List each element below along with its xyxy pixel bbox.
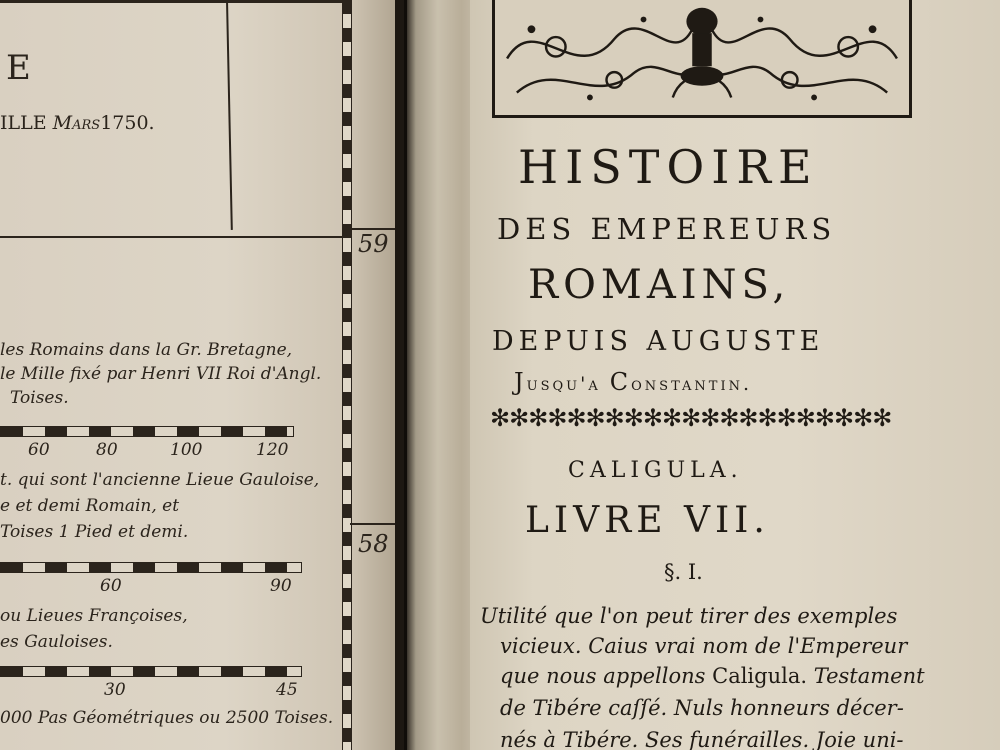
scale-caption: les Romains dans la Gr. Bretagne, [0, 340, 293, 360]
title-line-2: DES EMPEREURS [497, 212, 837, 246]
body-line: de Tibére caſſé. Nuls honneurs décer- [500, 696, 904, 720]
scale-caption: le Mille fixé par Henri VII Roi d'Angl. [0, 364, 322, 384]
scale-number: 90 [270, 576, 292, 596]
scale-number: 60 [100, 576, 122, 596]
body-line: vicieux. Caius vrai nom de l'Empereur [500, 634, 908, 658]
scale-caption: es Gauloises. [0, 632, 113, 652]
ornament-icon [495, 0, 909, 115]
title-line-4: DEPUIS AUGUSTE [492, 326, 825, 357]
scale-caption: 000 Pas Géométriques ou 2500 Toises. [0, 708, 334, 728]
scale-caption: ou Lieues Françoises, [0, 606, 188, 626]
book-heading: LIVRE VII. [525, 500, 770, 541]
map-grid-line [0, 236, 350, 238]
degree-label: 59 [358, 230, 389, 258]
title-line-1: HISTOIRE [518, 140, 819, 194]
scale-number: 30 [104, 680, 126, 700]
scale-number: 80 [96, 440, 118, 460]
map-date-line: ILLE Mars1750. [0, 112, 155, 134]
body-line: nés à Tibére. Ses funérailles. Joie uni- [500, 728, 904, 750]
scale-bar [0, 562, 302, 573]
scale-caption: t. qui sont l'ancienne Lieue Gauloise, [0, 470, 320, 490]
map-title-fragment: E [6, 48, 33, 88]
scale-number: 60 [28, 440, 50, 460]
title-line-3: ROMAINS, [528, 262, 791, 308]
scale-number: 45 [276, 680, 298, 700]
scale-bar [0, 666, 302, 677]
title-line-5: Jusqu'a Constantin. [514, 368, 753, 396]
scale-number: 100 [170, 440, 203, 460]
scale-bar [0, 426, 294, 437]
scale-number: 120 [256, 440, 289, 460]
body-line: que nous appellons Caligula. Testament [500, 664, 925, 688]
body-line: Utilité que l'on peut tirer des exemples [480, 604, 898, 628]
star-separator: ✻✻✻✻✻✻✻✻✻✻✻✻✻✻✻✻✻✻✻✻✻ [490, 404, 892, 432]
map-grid-line [350, 523, 395, 525]
section-heading: §. I. [664, 560, 703, 584]
map-grid-line [0, 0, 350, 3]
scale-caption: Toises 1 Pied et demi. [0, 522, 189, 542]
scale-caption: Toises. [10, 388, 69, 408]
map-degree-border [342, 0, 352, 750]
headpiece-ornament [492, 0, 912, 118]
degree-label: 58 [358, 530, 389, 558]
scale-caption: e et demi Romain, et [0, 496, 180, 516]
emperor-heading: CALIGULA. [568, 458, 743, 483]
gutter-shadow [404, 0, 407, 750]
